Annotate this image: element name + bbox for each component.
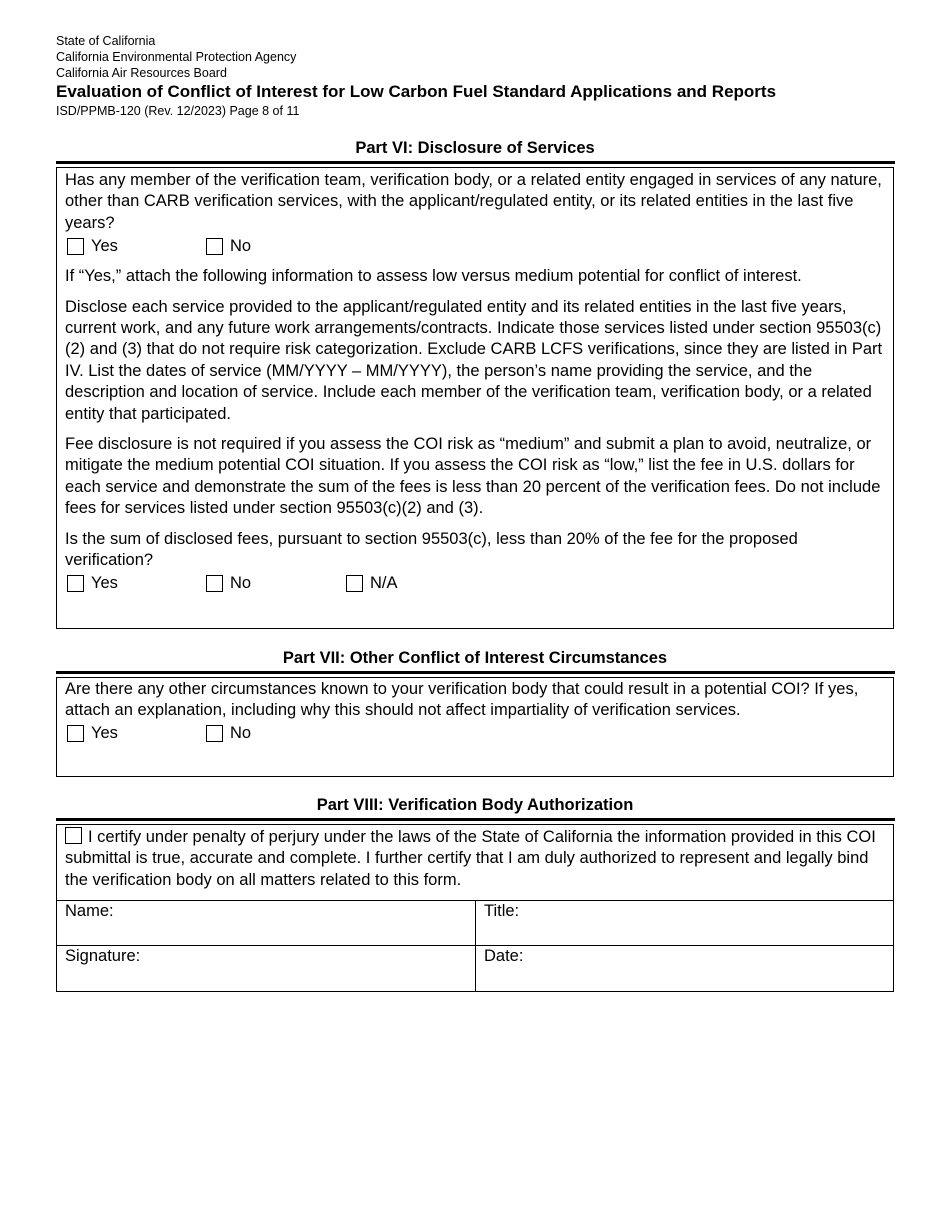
- part8-title: Part VIII: Verification Body Authorization: [316, 796, 634, 814]
- title-label: Title:: [484, 902, 520, 920]
- part7-title: Part VII: Other Conflict of Interest Circumstances: [282, 649, 668, 667]
- form-revision: ISD/PPMB-120 (Rev. 12/2023) Page 8 of 11: [56, 104, 300, 118]
- title-field[interactable]: [475, 900, 894, 946]
- checkbox[interactable]: [206, 725, 223, 742]
- certify-checkbox[interactable]: [65, 827, 82, 844]
- form-title: Evaluation of Conflict of Interest for Low Carbon Fuel Standard Applications and Reports: [56, 82, 777, 101]
- checkbox[interactable]: [67, 725, 84, 742]
- part6-title: Part VI: Disclosure of Services: [355, 139, 595, 157]
- checkbox[interactable]: [206, 575, 223, 592]
- part6-q2-options: [57, 572, 893, 596]
- part6-q1-no[interactable]: No: [206, 237, 251, 256]
- part7-rule: [56, 671, 895, 674]
- part6-question2: Is the sum of disclosed fees, pursuant to section 95503(c), less than 20% of the fee for the proposed verification?: [65, 529, 798, 570]
- part6-q2-no[interactable]: No: [206, 574, 346, 593]
- part8-rule: [56, 818, 895, 821]
- checkbox[interactable]: [346, 575, 363, 592]
- checkbox[interactable]: [206, 238, 223, 255]
- signature-field[interactable]: [56, 945, 476, 992]
- name-field[interactable]: [56, 900, 476, 946]
- part6-q1-options: [57, 234, 893, 258]
- part6-q2-yes[interactable]: Yes: [67, 574, 206, 593]
- part6-box: [56, 167, 894, 629]
- part6-q2-na[interactable]: N/A: [346, 574, 398, 593]
- header-agency: California Environmental Protection Agency: [56, 50, 297, 64]
- part7-options: [57, 722, 893, 746]
- part6-question1: Has any member of the verification team, verification body, or a related entity engaged in services of any nature, other than CARB verification services, with the applicant/regulated entity, or its related entities in the last five years?: [65, 171, 882, 232]
- part7-yes[interactable]: Yes: [67, 724, 206, 743]
- checkbox[interactable]: [67, 238, 84, 255]
- part6-rule: [56, 161, 895, 164]
- part6-q1-yes[interactable]: Yes: [67, 237, 206, 256]
- form-header: [56, 33, 776, 119]
- certification-text: I certify under penalty of perjury under the laws of the State of California the information provided in this COI submittal is true, accurate and complete. I further certify that I am duly authorized to represent and legally bind the verification body on all matters related to this form.: [65, 828, 876, 889]
- date-label: Date:: [484, 947, 524, 965]
- date-field[interactable]: [475, 945, 894, 992]
- header-state: State of California: [56, 34, 156, 48]
- part7-question: Are there any other circumstances known to your verification body that could result in a potential COI? If yes, attach an explanation, including why this should not affect impartiality of verification services.: [65, 680, 859, 720]
- part7-no[interactable]: No: [206, 724, 251, 743]
- part8-certification: [57, 827, 893, 891]
- header-board: California Air Resources Board: [56, 66, 227, 80]
- name-label: Name:: [65, 902, 114, 920]
- part6-paragraph1: If “Yes,” attach the following information to assess low versus medium potential for conflict of interest.: [65, 267, 802, 286]
- part6-paragraph3: Fee disclosure is not required if you assess the COI risk as “medium” and submit a plan to avoid, neutralize, or mitigate the medium potential COI situation. If you assess the COI risk as “low,” list the fee in U.S. dollars for each service and demonstrate the sum of the fees is less than 20 percent of the verification fees. Do not include fees for services listed under section 95503(c)(2) and (3).: [65, 435, 881, 518]
- part7-box: [56, 677, 894, 777]
- part8-cert-box: [56, 824, 894, 901]
- part6-paragraph2: Disclose each service provided to the applicant/regulated entity and its related entities in the last five years, current work, and any future work arrangements/contracts. Indicate those services listed under section 95503(c)(2) and (3) that do not require risk categorization. Exclude CARB LCFS verifications, since they are listed in Part IV. List the dates of service (MM/YYYY – MM/YYYY), the person’s name providing the service, and the description and location of service. Include each member of the verification team, verification body, or a related entity that participated.: [65, 297, 883, 423]
- checkbox[interactable]: [67, 575, 84, 592]
- signature-label: Signature:: [65, 947, 141, 965]
